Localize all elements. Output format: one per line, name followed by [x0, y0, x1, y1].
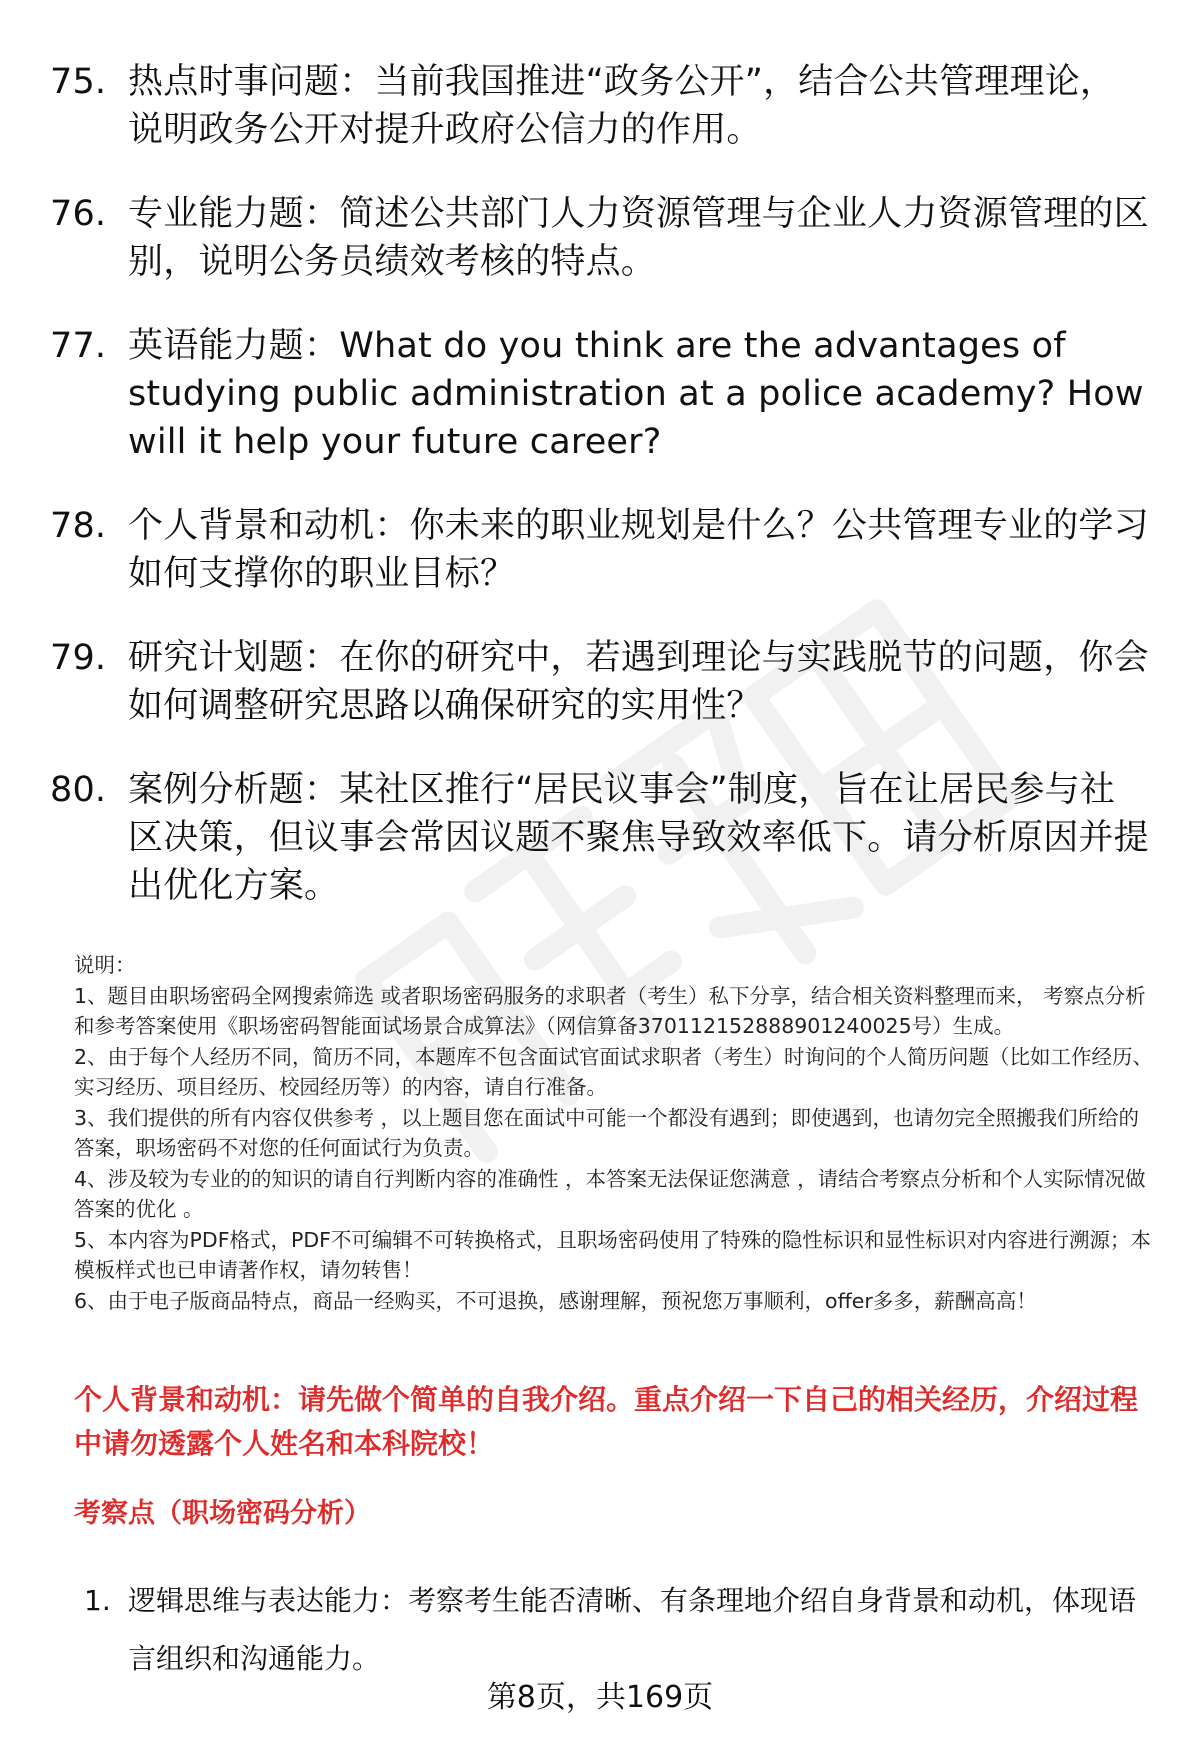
note-item: 6、由于电子版商品特点，商品一经购买，不可退换，感谢理解，预祝您万事顺利，offer多多，薪酬高高！: [74, 1288, 1037, 1313]
question-text: 专业能力题：简述公共部门人力资源管理与企业人力资源管理的区别，说明公务员绩效考核的特点。: [128, 194, 1149, 282]
question-text: 热点时事问题：当前我国推进“政务公开”，结合公共管理理论，说明政务公开对提升政府公信力的作用。: [128, 62, 1116, 150]
question-text: 英语能力题：What do you think are the advantages of studying public administration at a police academy? How will it help your future career?: [128, 326, 1144, 462]
question-number: 78.: [50, 506, 107, 546]
note-item: 4、涉及较为专业的的知识的请自行判断内容的准确性 ，本答案无法保证您满意 ，请结合考察点分析和个人实际情况做答案的优化 。: [74, 1166, 1146, 1221]
notes-block: [74, 950, 1154, 1316]
question-text: 研究计划题：在你的研究中，若遇到理论与实践脱节的问题，你会如何调整研究思路以确保研究的实用性？: [128, 638, 1149, 726]
section-title: 考察点（职场密码分析）: [74, 1498, 371, 1529]
question-text: 个人背景和动机：你未来的职业规划是什么？公共管理专业的学习如何支撑你的职业目标？: [128, 506, 1149, 594]
question-item: [50, 502, 1150, 598]
question-item: [50, 322, 1150, 466]
question-item: [50, 766, 1150, 910]
question-number: 76.: [50, 194, 107, 234]
note-item: 3、我们提供的所有内容仅供参考 ，以上题目您在面试中可能一个都没有遇到；即使遇到，也请勿完全照搬我们所给的答案，职场密码不对您的任何面试行为负责。: [74, 1105, 1140, 1160]
point-text: 逻辑思维与表达能力：考察考生能否清晰、有条理地介绍自身背景和动机，体现语言组织和沟通能力。: [128, 1584, 1137, 1675]
page-footer: 第8页，共169页: [486, 1680, 714, 1715]
note-item: 1、题目由职场密码全网搜索筛选 或者职场密码服务的求职者（考生）私下分享，结合相关资料整理而来， 考察点分析和参考答案使用《职场密码智能面试场景合成算法》（网信算备370112152888901240025号）生成。: [74, 983, 1146, 1038]
notes-heading: 说明：: [74, 953, 136, 977]
question-item: [50, 634, 1150, 730]
question-item: [50, 58, 1150, 154]
note-item: 2、由于每个人经历不同，简历不同，本题库不包含面试官面试求职者（考生）时询问的个人简历问题（比如工作经历、实习经历、项目经历、校园经历等）的内容，请自行准备。: [74, 1044, 1154, 1099]
note-item: 5、本内容为PDF格式，PDF不可编辑不可转换格式，且职场密码使用了特殊的隐性标识和显性标识对内容进行溯源；本模板样式也已申请著作权，请勿转售！: [74, 1227, 1151, 1282]
question-number: 77.: [50, 326, 107, 366]
analysis-point: [84, 1572, 1154, 1688]
question-item: [50, 190, 1150, 286]
question-number: 79.: [50, 638, 107, 678]
question-list: [50, 58, 1150, 946]
question-text: 案例分析题：某社区推行“居民议事会”制度，旨在让居民参与社区决策，但议事会常因议题不聚焦导致效率低下。请分析原因并提出优化方案。: [128, 770, 1149, 906]
question-number: 75.: [50, 62, 107, 102]
point-number: 1.: [84, 1584, 111, 1617]
highlight-question: 个人背景和动机：请先做个简单的自我介绍。重点介绍一下自己的相关经历，介绍过程中请勿透露个人姓名和本科院校！: [74, 1383, 1139, 1460]
question-number: 80.: [50, 770, 107, 810]
